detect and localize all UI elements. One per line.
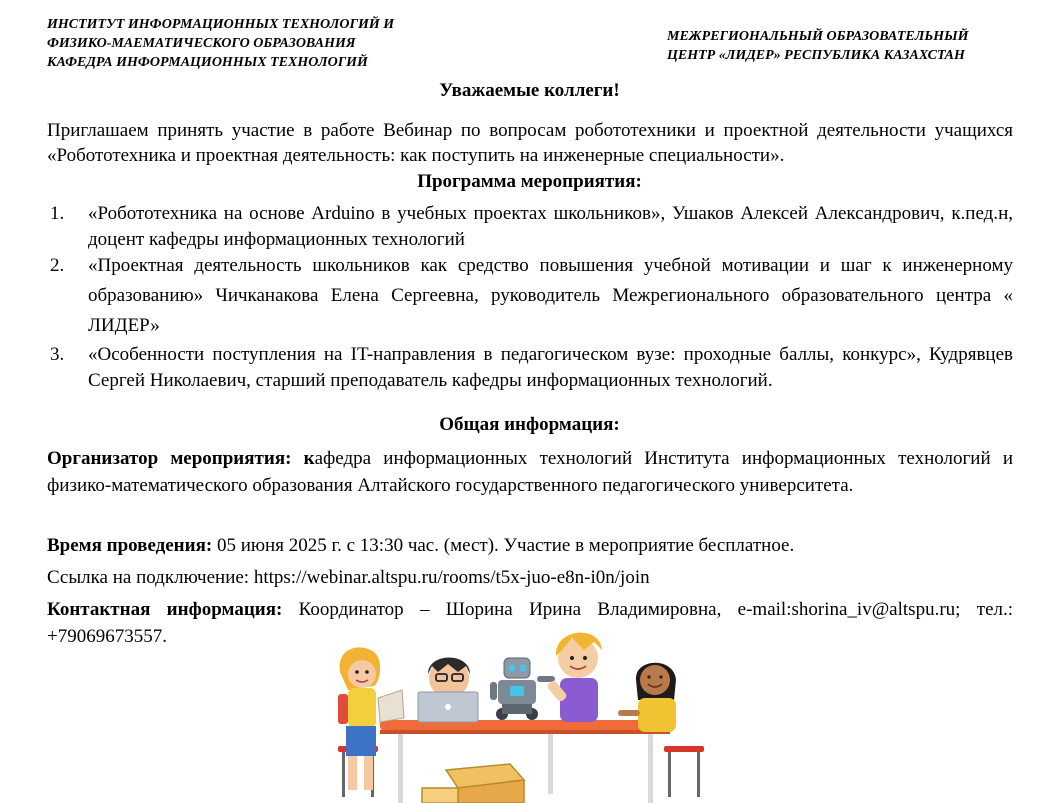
connection-link-paragraph: Ссылка на подключение: https://webinar.altspu.ru/rooms/t5x-juo-e8n-i0n/join xyxy=(47,567,650,588)
boy-blond-hair xyxy=(546,633,602,722)
header-left-line: ИНСТИТУТ ИНФОРМАЦИОННЫХ ТЕХНОЛОГИЙ И xyxy=(47,17,395,32)
organizer-text: афедра информационных технологий Института информационных технологий и физико-математического образования Алтайского государственного педагогического университета. xyxy=(47,448,1013,496)
organizer-paragraph xyxy=(47,445,1013,499)
header-right-line: ЦЕНТР «ЛИДЕР» РЕСПУБЛИКА КАЗАХСТАН xyxy=(667,48,965,63)
header-left-line: ФИЗИКО-МАЕМАТИЧЕСКОГО ОБРАЗОВАНИЯ xyxy=(47,36,356,51)
girl-with-book xyxy=(338,647,404,790)
time-label: Время проведения: xyxy=(47,535,213,556)
header-left-line: КАФЕДРА ИНФОРМАЦИОННЫХ ТЕХНОЛОГИЙ xyxy=(47,55,368,70)
program-item xyxy=(47,342,1013,394)
header-institute xyxy=(47,15,467,72)
program-item-number: 3. xyxy=(50,344,65,365)
intro-paragraph: Приглашаем принять участие в работе Вебинар по вопросам робототехники и проектной деятельности учащихся «Робототехника и проектная деятельность: как поступить на инженерные специальности». xyxy=(47,120,1013,166)
program-item-text: «Особенности поступления на IT-направления в педагогическом вузе: проходные баллы, конкурс», Кудрявцев Сергей Николаевич, старший преподаватель кафедры информационных технологий. xyxy=(88,344,1013,391)
robot-figure xyxy=(490,658,555,720)
contact-text: Координатор – Шорина Ирина Владимировна, e-mail:shorina_iv@altspu.ru; тел.: +79069673557. xyxy=(47,599,1014,647)
header-partner-center xyxy=(667,27,1027,65)
program-item-number: 1. xyxy=(50,203,65,224)
general-info-heading: Общая информация: xyxy=(439,414,620,435)
program-item-text: «Робототехника на основе Arduino в учебных проектах школьников», Ушаков Алексей Александрович, к.пед.н, доцент кафедры информационных технологий xyxy=(88,203,1013,250)
contact-label: Контактная информация: xyxy=(47,599,283,620)
boy-with-laptop xyxy=(418,658,478,723)
header-right-line: МЕЖРЕГИОНАЛЬНЫЙ ОБРАЗОВАТЕЛЬНЫЙ xyxy=(667,29,969,44)
greeting-heading: Уважаемые коллеги! xyxy=(439,80,620,101)
time-paragraph xyxy=(47,533,1013,558)
kids-robotics-illustration xyxy=(318,628,718,803)
cardboard-box xyxy=(422,764,524,803)
program-heading: Программа мероприятия: xyxy=(417,171,642,192)
program-item-text: «Проектная деятельность школьников как средство повышения учебной мотивации и шаг к инженерному образованию» Чичканакова Елена Сергеевна, руководитель Межрегионального образовательного центра « ЛИДЕР» xyxy=(88,255,1013,336)
time-text: 05 июня 2025 г. с 13:30 час. (мест). Участие в мероприятие бесплатное. xyxy=(212,535,795,556)
program-item xyxy=(47,201,1013,253)
program-item-number: 2. xyxy=(50,255,65,276)
organizer-label: Организатор мероприятия: к xyxy=(47,448,315,469)
program-list xyxy=(47,201,1013,394)
program-item xyxy=(47,251,1013,341)
